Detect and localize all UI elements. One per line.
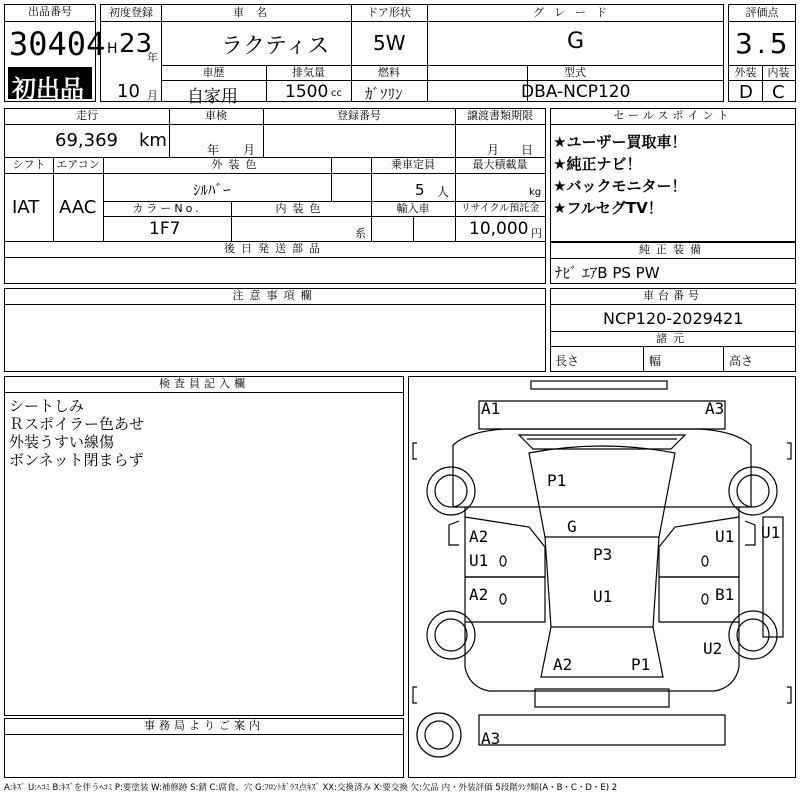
month-unit: 月 <box>147 89 158 102</box>
sales-point-1: ★ユーザー買取車！ <box>553 133 687 151</box>
diag-label: P3 <box>593 545 613 564</box>
mileage-value: 69,369 <box>55 130 118 151</box>
displacement-value: 1500 <box>285 82 329 102</box>
diag-label: P1 <box>631 655 651 674</box>
mileage-unit: km <box>139 130 167 151</box>
car-damage-diagram <box>408 376 796 778</box>
car-outline-drawing <box>409 377 795 777</box>
chassis-label: 車台番号 <box>643 289 703 302</box>
insp-year-unit: 年 <box>207 143 220 157</box>
sales-points-box <box>550 108 796 242</box>
lot-number-box <box>4 4 106 103</box>
inspector-note-1: シートしみ <box>9 397 85 415</box>
diag-label: A3 <box>705 399 725 418</box>
legend-text: A:ｷｽﾞ U:ﾍｺﾐ B:ｷｽﾞを伴うﾍｺﾐ P:要塗装 W:補修跡 S:錆 C:腐食、穴 G:ﾌﾛﾝﾄｶﾞﾗｽ点ｷｽﾞ XX:交換済み X:要交換 欠:欠品 内・外装評価 5段階ﾗﾝｸ順(A・B・C・D・E) 2 <box>4 783 618 793</box>
ext-color-label: 外装色 <box>211 158 263 171</box>
first-listing-badge <box>8 67 92 103</box>
genuine-value: ﾅﾋﾞ ｴｱB PS PW <box>555 264 660 282</box>
fuel-value: ｶﾞｿﾘﾝ <box>365 85 403 103</box>
door-label: ドア形状 <box>367 6 411 19</box>
grade-label: グレード <box>533 6 617 19</box>
lot-number-label: 出品番号 <box>28 5 72 18</box>
recycle-value: 10,000 <box>469 219 529 239</box>
genuine-label: 純正装備 <box>639 243 707 256</box>
ac-label: エアコン <box>56 158 100 171</box>
ac-value: AAC <box>59 197 97 218</box>
mileage-label: 走行 <box>76 109 98 122</box>
diag-label: A3 <box>481 729 501 748</box>
notes-box <box>4 288 546 372</box>
capacity-unit: 人 <box>437 185 450 199</box>
car-name-label: 車名 <box>233 6 279 19</box>
door-value: 5W <box>373 31 406 55</box>
color-no-label: カラーNo. <box>132 202 202 215</box>
model-label: 型式 <box>564 66 586 79</box>
diag-label: U2 <box>703 639 723 658</box>
diag-label: A2 <box>469 527 489 546</box>
office-box <box>4 718 404 778</box>
model-value: DBA-NCP120 <box>521 82 631 102</box>
diag-label: A2 <box>469 585 489 604</box>
length-label: 長さ <box>555 354 580 368</box>
insp-month-unit: 月 <box>243 143 256 157</box>
load-label: 最大積載量 <box>472 158 528 171</box>
diag-label: G <box>567 517 577 536</box>
inspector-note-4: ボンネット閉まらず <box>9 451 144 469</box>
transfer-day-unit: 日 <box>521 143 534 157</box>
history-label: 車歴 <box>202 66 225 79</box>
capacity-label: 乗車定員 <box>391 158 435 171</box>
int-color-unit: 系 <box>355 227 366 240</box>
grade-value: G <box>567 29 585 54</box>
genuine-equipment-box <box>550 242 796 284</box>
chassis-box <box>550 288 796 372</box>
diag-label: A1 <box>481 399 501 418</box>
diag-label: P1 <box>547 471 567 490</box>
later-parts-label: 後日発送部品 <box>224 242 326 255</box>
lot-number: 30404 <box>9 25 106 63</box>
office-label: 事務局よりご案内 <box>144 719 264 732</box>
sales-point-2: ★純正ナビ！ <box>553 155 642 173</box>
exterior-label: 外装 <box>734 66 757 79</box>
diag-label: A2 <box>553 655 573 674</box>
fuel-label: 燃料 <box>378 66 400 79</box>
specs-label: 諸元 <box>656 332 690 345</box>
capacity-value: 5 <box>415 181 425 199</box>
transfer-month-unit: 月 <box>487 143 500 157</box>
first-reg-label: 初度登録 <box>109 6 153 19</box>
load-unit: kg <box>529 187 542 198</box>
score-box <box>728 4 796 102</box>
displacement-label: 排気量 <box>292 66 325 79</box>
month-value: 10 <box>117 81 140 102</box>
score-value: 3.5 <box>735 27 792 60</box>
vehicle-details-grid <box>4 108 546 284</box>
diag-label: U1 <box>593 587 613 606</box>
shift-value: IAT <box>12 197 40 218</box>
width-label: 幅 <box>649 354 662 368</box>
import-label: 輸入車 <box>396 202 430 215</box>
score-label: 評価点 <box>745 6 779 19</box>
transfer-label: 譲渡書類期限 <box>467 109 533 122</box>
diag-label: U1 <box>715 527 735 546</box>
vehicle-info-grid <box>100 4 724 107</box>
era-letter: H <box>107 41 118 57</box>
ext-color-value: ｼﾙﾊﾞｰ <box>193 181 231 199</box>
displacement-unit: cc <box>331 88 342 99</box>
height-label: 高さ <box>729 354 754 368</box>
inspector-box <box>4 376 404 716</box>
color-no-value: 1F7 <box>149 219 181 239</box>
diag-label: U1 <box>761 523 781 542</box>
interior-grade: C <box>772 82 785 103</box>
diag-label: B1 <box>715 585 735 604</box>
inspector-note-2: Ｒスポイラー色あせ <box>9 415 145 433</box>
first-listing-text: 初出品 <box>12 75 84 103</box>
inspector-label: 検査員記入欄 <box>159 377 249 390</box>
int-color-label: 内装色 <box>275 202 327 215</box>
year-value: 23 <box>119 29 153 59</box>
diag-label: U1 <box>469 551 489 570</box>
inspector-note-3: 外装うすい線傷 <box>9 433 115 451</box>
recycle-label: リサイクル預託金 <box>460 203 540 214</box>
history-value: 自家用 <box>187 87 238 107</box>
sales-points-label: セールスポイント <box>613 109 733 122</box>
exterior-grade: D <box>739 82 753 103</box>
inspection-label: 車検 <box>205 109 227 122</box>
car-name: ラクティス <box>221 34 330 59</box>
recycle-unit: 円 <box>531 227 542 240</box>
chassis-value: NCP120-2029421 <box>603 309 744 328</box>
sales-point-4: ★フルセグTV！ <box>553 199 663 217</box>
interior-label: 内装 <box>767 66 790 79</box>
shift-label: シフト <box>12 158 46 171</box>
reg-number-label: 登録番号 <box>337 109 381 122</box>
notes-label: 注意事項欄 <box>232 289 318 302</box>
sales-point-3: ★バックモニター！ <box>553 177 687 195</box>
year-unit: 年 <box>147 51 158 64</box>
